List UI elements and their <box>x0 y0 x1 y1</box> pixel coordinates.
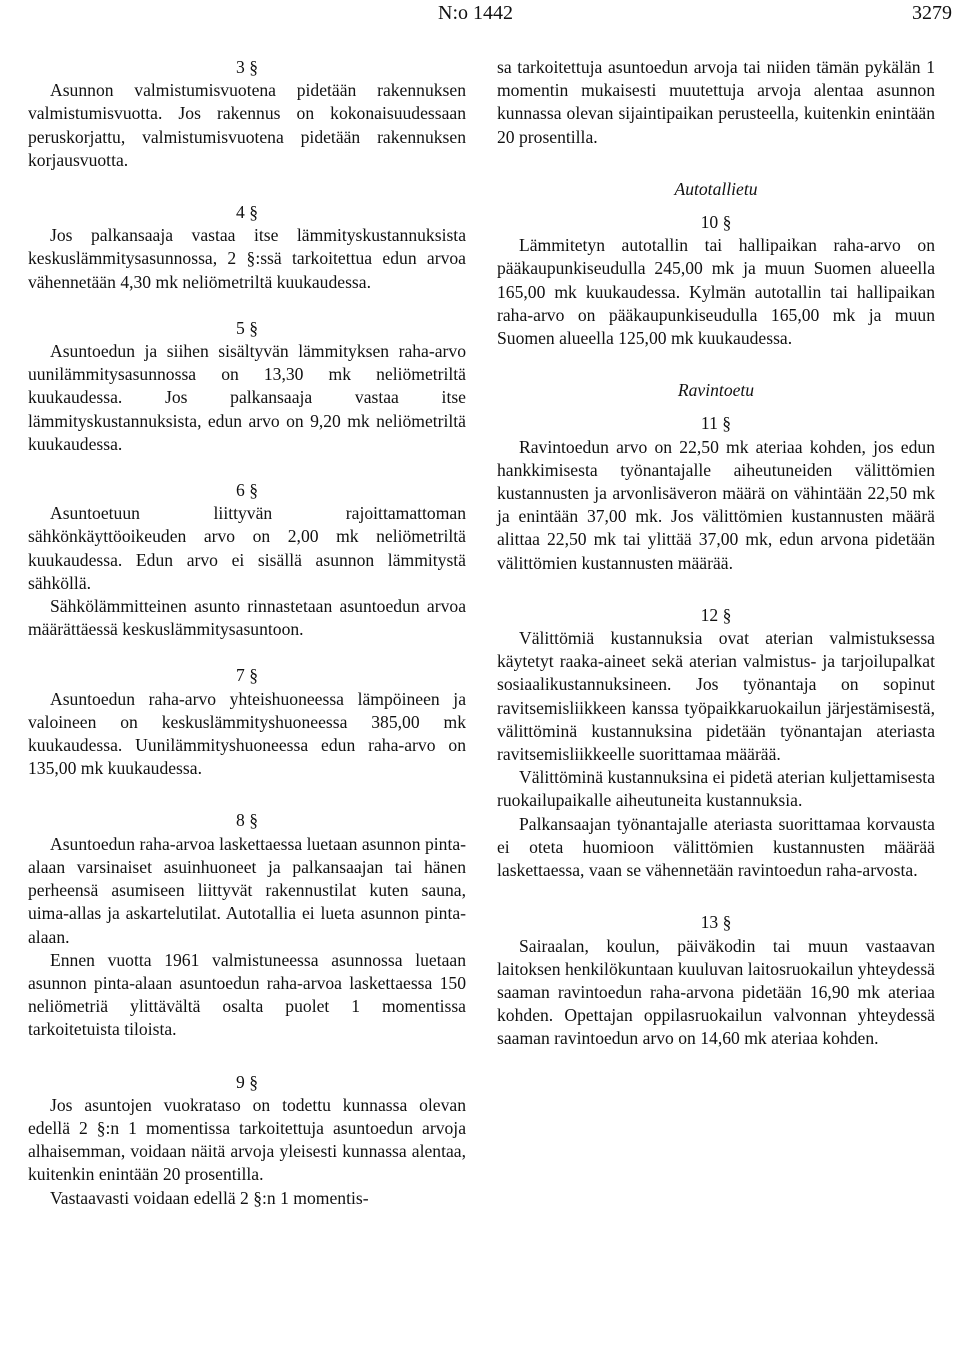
section-12-number: 12 § <box>700 604 732 625</box>
section-13-text: Sairaalan, koulun, päiväkodin tai muun vastaavan laitoksen henkilökuntaan kuuluvan laitosruokailun yhteydessä saaman ravintoedun raha-arvona pidetään 16,90 mk ateriaa kohden. Opettajan oppilasruokailun valvonnan yhteydessä saaman ravintoedun arvo on 14,60 mk ateriaa kohden. <box>497 935 935 1049</box>
section-10-text: Lämmitetyn autotallin tai hallipaikan raha-arvo on pääkaupunkiseudulla 245,00 mk ja muun Suomen alueella 165,00 mk kuukaudessa. Kylmän autotallin tai hallipaikan raha-arvo on pääkaupunkiseudulla 165,00 mk ja muun Suomen alueella 125,00 mk kuukaudessa. <box>497 235 935 349</box>
left-column <box>28 56 466 1210</box>
section-13-number: 13 § <box>700 912 732 933</box>
heading-autotallietu: Autotallietu <box>674 178 758 199</box>
section-8-text-1: Asuntoedun raha-arvoa laskettaessa luetaan asunnon pinta-alaan varsinaiset asuinhuoneet ja palkansaajan tai hänen perheensä asumiseen liittyvät rakennustilat kuten sauna, uima-allas ja askartelutilat. Autotallia ei lueta asunnon pinta-alaan. <box>28 833 466 947</box>
section-10-number: 10 § <box>700 212 732 233</box>
heading-ravintoetu: Ravintoetu <box>677 380 755 401</box>
section-5-text: Asuntoedun ja siihen sisältyvän lämmityksen raha-arvo uunilämmitysasunnossa on 13,30 mk neliömetriltä kuukaudessa. Jos palkansaaja vastaa itse lämmityskustannuksista, edun arvo on 9,20 mk neliömetriltä kuukaudessa. <box>28 341 466 454</box>
section-7-text: Asuntoedun raha-arvo yhteishuoneessa lämpöineen ja valoineen on keskuslämmityshuoneessa 385,00 mk kuukaudessa. Uunilämmityshuoneessa edun raha-arvo on 135,00 mk kuukaudessa. <box>28 688 466 779</box>
section-11-number: 11 § <box>700 413 732 434</box>
statute-number: N:o 1442 <box>438 2 513 24</box>
section-6-text-1: Asuntoetuun liittyvän rajoittamattoman sähkönkäyttöoikeuden arvo on 2,00 mk neliömetriltä kuukaudessa. Edun arvo ei sisällä asunnon lämmitystä sähköllä. <box>28 503 466 593</box>
section-9-continuation: sa tarkoitettuja asuntoedun arvoja tai niiden tämän pykälän 1 momentin mukaisesti muutettuja arvoja alentaa asunnon kunnassa olevan sijaintipaikan perusteella, kuitenkin enintään 20 prosentilla. <box>497 57 935 147</box>
page-header <box>0 0 960 30</box>
section-9-text-2: Vastaavasti voidaan edellä 2 §:n 1 momentis- <box>50 1187 369 1208</box>
section-12-text-1: Välittömiä kustannuksia ovat aterian valmistuksessa käytetyt raaka-aineet sekä aterian valmistus- ja tarjoilupalkat sosiaalikustannuksineen. Jos työnantaja on sopinut ravitsemisliikkeen kanssa työpaikkaruokailun järjestämisestä, välittöminä kustannuksina pidetään työnantajan ateriasta ravitsemisliikkeelle suorittamaa määrää. <box>497 628 935 765</box>
right-column <box>497 56 935 1051</box>
section-9-text-1: Jos asuntojen vuokrataso on todettu kunnassa olevan edellä 2 §:n 1 momentissa tarkoitettuja asuntoedun arvoja alhaisemman, voidaan näitä arvoja yleisesti kunnassa alentaa, kuitenkin enintään 20 prosentilla. <box>28 1094 466 1185</box>
section-3-text: Asunnon valmistumisvuotena pidetään rakennuksen valmistumisvuotta. Jos rakennus on kokonaisuudessaan peruskorjattu, valmistumisvuotena pidetään rakennuksen korjausvuotta. <box>28 80 466 170</box>
section-7-number: 7 § <box>236 665 258 686</box>
page-number: 3279 <box>912 2 952 24</box>
section-6-number: 6 § <box>236 480 258 501</box>
section-4-number: 4 § <box>236 202 258 223</box>
section-3-number: 3 § <box>236 57 258 77</box>
section-12-text-2: Välittöminä kustannuksina ei pidetä aterian kuljettamisesta ruokailupaikalle aiheutuneita kustannuksia. <box>497 767 935 811</box>
section-12-text-3: Palkansaajan työnantajalle ateriasta suorittamaa korvausta ei oteta huomioon välittömien kustannusten määrää laskettaessa, vaan se vähennetään ravintoedun raha-arvosta. <box>497 813 935 881</box>
section-5-number: 5 § <box>236 317 258 338</box>
section-6-text-2: Sähkölämmitteinen asunto rinnastetaan asuntoedun arvoa määrättäessä keskuslämmitysasuntoon. <box>28 596 466 640</box>
section-11-text: Ravintoedun arvo on 22,50 mk ateriaa kohden, jos edun hankkimisesta työnantajalle aiheutuneiden välittömien kustannusten ja arvonlisäveron määrä on vähintään 22,50 mk ja enintään 37,00 mk. Jos välittömien kustannusten määrä alittaa 22,50 mk tai ylittää 37,00 mk, edun arvona pidetään välittömien kustannusten määrää. <box>497 436 935 573</box>
section-8-text-2: Ennen vuotta 1961 valmistuneessa asunnossa luetaan asunnon pinta-alaan asuntoedun raha-arvoa laskettaessa 150 neliömetriä ylittävältä osalta puolet 1 momentissa tarkoitetuista tiloista. <box>28 949 466 1040</box>
section-9-number: 9 § <box>236 1071 258 1092</box>
section-4-text: Jos palkansaaja vastaa itse lämmityskustannuksista keskuslämmitysasunnossa, 2 §:ssä tarkoitettua edun arvoa vähennetään 4,30 mk neliömetriltä kuukaudessa. <box>28 225 466 292</box>
section-8-number: 8 § <box>236 810 258 831</box>
